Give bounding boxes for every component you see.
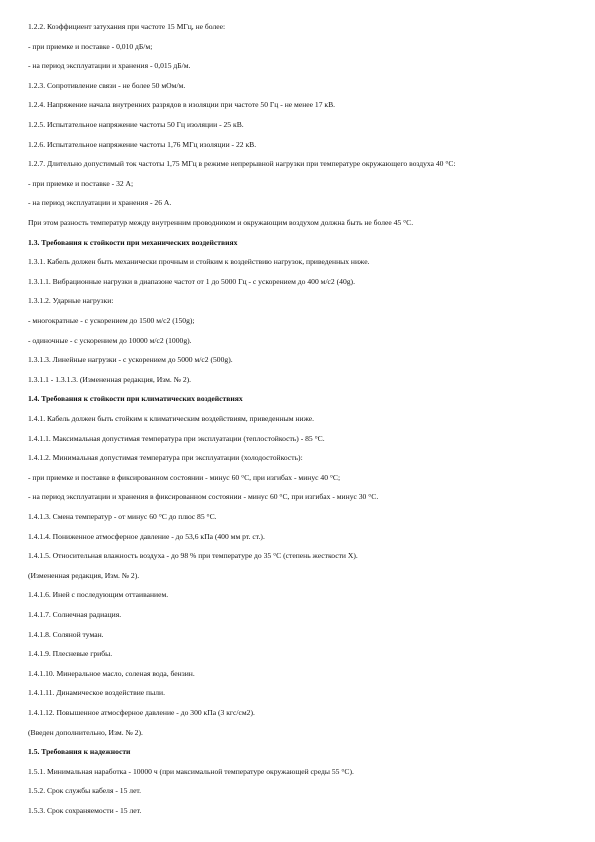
text-line: - на период эксплуатации и хранения в фиксированном состоянии - минус 60 °С, при изгибах - минус 30 °С. <box>28 492 379 502</box>
text-line: 1.2.4. Напряжение начала внутренних разрядов в изоляции при частоте 50 Гц - не менее 17 кВ. <box>28 100 336 110</box>
section-heading: 1.5. Требования к надежности <box>28 747 131 757</box>
text-line: 1.5.1. Минимальная наработка - 10000 ч (при максимальной температуре окружающей среды 55 °С). <box>28 766 354 776</box>
text-line: (Введен дополнительно, Изм. № 2). <box>28 727 143 737</box>
text-line: 1.2.5. Испытательное напряжение частоты 50 Гц изоляции - 25 кВ. <box>28 120 244 129</box>
text-line: 1.3.1.3. Линейные нагрузки - с ускорением до 5000 м/с2 (500g). <box>28 355 233 365</box>
text-line: 1.2.6. Испытательное напряжение частоты 1,76 МГц изоляции - 22 кВ. <box>28 139 257 149</box>
text-line: 1.4.1.11. Динамическое воздействие пыли. <box>28 688 165 698</box>
text-line: 1.4.1.5. Относительная влажность воздуха - до 98 % при температуре до 35 °С (степень жесткости Х). <box>28 551 358 561</box>
text-line: 1.5.3. Срок сохраняемости - 15 лет. <box>28 806 142 815</box>
text-line: - при приемке и поставке - 32 А; <box>28 178 134 188</box>
section-heading: 1.4. Требования к стойкости при климатических воздействиях <box>28 394 243 404</box>
text-line: 1.4.1.8. Соляной туман. <box>28 629 104 639</box>
text-line: 1.4.1.9. Плесневые грибы. <box>28 649 113 659</box>
text-line: - на период эксплуатации и хранения - 26 А. <box>28 198 172 208</box>
text-line: 1.3.1.2. Ударные нагрузки: <box>28 296 114 306</box>
text-line: 1.3.1.1. Вибрационные нагрузки в диапазоне частот от 1 до 5000 Гц - с ускорением до 400 м/с2 (40g). <box>28 276 355 286</box>
text-line: 1.3.1.1 - 1.3.1.3. (Измененная редакция, Изм. № 2). <box>28 374 192 384</box>
text-line: 1.2.3. Сопротивление связи - не более 50 мОм/м. <box>28 80 186 90</box>
text-line: 1.5.2. Срок службы кабеля - 15 лет. <box>28 786 142 796</box>
text-line: 1.4.1.12. Повышенное атмосферное давление - до 300 кПа (3 кгс/см2). <box>28 708 255 717</box>
text-line: 1.4.1.10. Минеральное масло, соленая вода, бензин. <box>28 668 195 678</box>
text-line: - при приемке и поставке в фиксированном состоянии - минус 60 °С, при изгибах - минус 40 °С; <box>28 472 341 482</box>
text-line: 1.4.1.3. Смена температур - от минус 60 °С до плюс 85 °С. <box>28 512 217 521</box>
text-line: - многократные - с ускорением до 1500 м/с2 (150g); <box>28 316 195 325</box>
text-line: 1.3.1. Кабель должен быть механически прочным и стойким к воздействию нагрузок, приведенных ниже. <box>28 257 370 267</box>
text-line: - одиночные - с ускорением до 10000 м/с2 (1000g). <box>28 335 192 345</box>
text-line: 1.4.1.4. Пониженное атмосферное давление - до 53,6 кПа (400 мм рт. ст.). <box>28 531 265 541</box>
text-line: (Измененная редакция, Изм. № 2). <box>28 570 140 580</box>
text-line: 1.4.1.6. Иней с последующим оттаиванием. <box>28 590 169 600</box>
text-line: 1.4.1.1. Максимальная допустимая температура при эксплуатации (теплостойкость) - 85 °С. <box>28 433 325 443</box>
text-line: - на период эксплуатации и хранения - 0,015 дБ/м. <box>28 61 191 71</box>
text-line: 1.4.1.7. Солнечная радиация. <box>28 610 122 619</box>
section-heading: 1.3. Требования к стойкости при механических воздействиях <box>28 237 238 247</box>
text-line: 1.2.7. Длительно допустимый ток частоты 1,75 МГц в режиме непрерывной нагрузки при температуре окружающего воздуха 40 °С: <box>28 159 456 169</box>
text-line: При этом разность температур между внутренним проводником и окружающим воздухом должна быть не более 45 °С. <box>28 218 414 227</box>
text-line: 1.2.2. Коэффициент затухания при частоте 15 МГц, не более: <box>28 22 226 31</box>
text-line: - при приемке и поставке - 0,010 дБ/м; <box>28 41 153 51</box>
text-line: 1.4.1. Кабель должен быть стойким к климатическим воздействиям, приведенным ниже. <box>28 414 315 423</box>
text-line: 1.4.1.2. Минимальная допустимая температура при эксплуатации (холодостойкость): <box>28 453 303 463</box>
